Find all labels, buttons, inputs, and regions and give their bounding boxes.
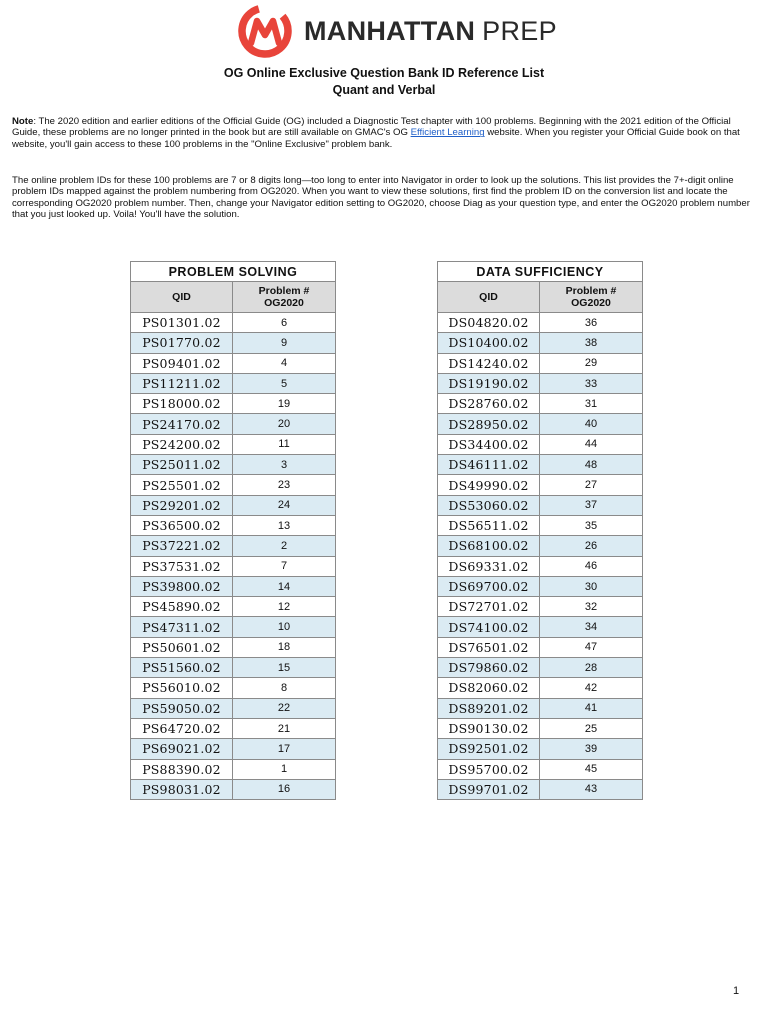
- qid-cell: PS50601.02: [131, 637, 233, 657]
- table-row: [438, 455, 643, 475]
- qid-cell: PS25011.02: [131, 455, 233, 475]
- qid-cell: PS24200.02: [131, 434, 233, 454]
- qid-cell: DS28760.02: [438, 394, 540, 414]
- problem-number-cell: 4: [233, 353, 336, 373]
- qid-cell: PS01301.02: [131, 313, 233, 333]
- qid-cell: PS25501.02: [131, 475, 233, 495]
- note-text-2: website. When you register your Official Guide book on that website, you'll gain access to these 100 problems in the "Online Exclusive" problem bank.: [12, 127, 740, 150]
- qid-cell: DS46111.02: [438, 455, 540, 475]
- problem-number-cell: 19: [233, 394, 336, 414]
- qid-cell: DS28950.02: [438, 414, 540, 434]
- qid-cell: PS59050.02: [131, 698, 233, 718]
- problem-number-header-line2: OG2020: [264, 297, 304, 309]
- table-row: [438, 658, 643, 678]
- qid-cell: DS49990.02: [438, 475, 540, 495]
- note-paragraph: [12, 116, 756, 150]
- qid-cell: DS82060.02: [438, 678, 540, 698]
- qid-cell: PS18000.02: [131, 394, 233, 414]
- table-row: [131, 576, 336, 596]
- qid-cell: DS90130.02: [438, 718, 540, 738]
- table-row: [131, 515, 336, 535]
- problem-number-cell: 14: [233, 576, 336, 596]
- problem-number-cell: 46: [540, 556, 643, 576]
- brand-name-bold: MANHATTAN: [304, 15, 476, 46]
- table-row: [131, 698, 336, 718]
- qid-cell: PS37531.02: [131, 556, 233, 576]
- problem-number-cell: 47: [540, 637, 643, 657]
- table-row: [131, 617, 336, 637]
- qid-cell: PS98031.02: [131, 779, 233, 799]
- problem-number-cell: 15: [233, 658, 336, 678]
- qid-cell: PS39800.02: [131, 576, 233, 596]
- table-row: [438, 313, 643, 333]
- table-row: [438, 779, 643, 799]
- page-number: 1: [733, 985, 740, 997]
- problem-number-cell: 13: [233, 515, 336, 535]
- efficient-learning-link[interactable]: Efficient Learning: [410, 127, 485, 139]
- problem-number-cell: 3: [233, 455, 336, 475]
- problem-number-cell: 35: [540, 515, 643, 535]
- table-row: [438, 617, 643, 637]
- data-sufficiency-rows: [438, 313, 643, 800]
- problem-number-cell: 9: [233, 333, 336, 353]
- table-row: [131, 434, 336, 454]
- problem-number-cell: 6: [233, 313, 336, 333]
- qid-cell: DS56511.02: [438, 515, 540, 535]
- problem-number-cell: 39: [540, 739, 643, 759]
- table-row: [131, 718, 336, 738]
- table-row: [438, 414, 643, 434]
- problem-number-cell: 30: [540, 576, 643, 596]
- table-row: [438, 434, 643, 454]
- table-row: [131, 779, 336, 799]
- table-row: [131, 556, 336, 576]
- problem-number-cell: 25: [540, 718, 643, 738]
- problem-number-cell: 16: [233, 779, 336, 799]
- table-row: [131, 597, 336, 617]
- problem-number-column-header: [540, 282, 643, 313]
- table-row: [131, 313, 336, 333]
- table-row: [131, 495, 336, 515]
- problem-number-cell: 11: [233, 434, 336, 454]
- qid-cell: PS36500.02: [131, 515, 233, 535]
- qid-cell: DS76501.02: [438, 637, 540, 657]
- problem-number-cell: 10: [233, 617, 336, 637]
- problem-number-cell: 34: [540, 617, 643, 637]
- qid-cell: PS51560.02: [131, 658, 233, 678]
- problem-number-cell: 42: [540, 678, 643, 698]
- table-row: [438, 333, 643, 353]
- problem-number-cell: 48: [540, 455, 643, 475]
- table-row: [438, 597, 643, 617]
- problem-number-cell: 45: [540, 759, 643, 779]
- problem-number-cell: 32: [540, 597, 643, 617]
- problem-number-cell: 26: [540, 536, 643, 556]
- qid-column-header: QID: [438, 282, 540, 313]
- problem-number-cell: 21: [233, 718, 336, 738]
- problem-number-cell: 8: [233, 678, 336, 698]
- table-row: [438, 739, 643, 759]
- qid-cell: PS47311.02: [131, 617, 233, 637]
- table-row: [131, 739, 336, 759]
- data-sufficiency-heading: DATA SUFFICIENCY: [438, 262, 643, 282]
- qid-cell: DS74100.02: [438, 617, 540, 637]
- qid-cell: PS11211.02: [131, 373, 233, 393]
- instructions-paragraph: The online problem IDs for these 100 problems are 7 or 8 digits long—too long to enter into Navigator in order to look up the solutions. This list provides the 7+-digit online problem IDs mapped against the problem numbering from OG2020. When you want to view these solutions, first find the problem ID on the conversion list and locate the corresponding OG2020 problem number. Then, change your Navigator edition setting to OG2020, choose Diag as your question type, and enter the OG2020 problem number that you just looked up. Voila! You'll have the solution.: [12, 175, 750, 221]
- table-row: [438, 556, 643, 576]
- table-row: [131, 678, 336, 698]
- problem-number-cell: 43: [540, 779, 643, 799]
- table-row: [438, 759, 643, 779]
- problem-number-header-line1: Problem #: [258, 285, 310, 297]
- table-row: [438, 576, 643, 596]
- problem-number-cell: 29: [540, 353, 643, 373]
- problem-solving-heading: PROBLEM SOLVING: [131, 262, 336, 282]
- table-row: [438, 678, 643, 698]
- problem-number-cell: 20: [233, 414, 336, 434]
- table-row: [131, 536, 336, 556]
- qid-cell: DS92501.02: [438, 739, 540, 759]
- table-row: [131, 333, 336, 353]
- problem-number-cell: 18: [233, 637, 336, 657]
- table-row: [131, 373, 336, 393]
- document-title: OG Online Exclusive Question Bank ID Reference List: [223, 66, 545, 80]
- table-row: [438, 353, 643, 373]
- problem-number-cell: 31: [540, 394, 643, 414]
- problem-number-cell: 41: [540, 698, 643, 718]
- problem-number-cell: 38: [540, 333, 643, 353]
- table-row: [131, 455, 336, 475]
- qid-cell: PS69021.02: [131, 739, 233, 759]
- problem-number-cell: 28: [540, 658, 643, 678]
- qid-cell: DS04820.02: [438, 313, 540, 333]
- qid-cell: PS88390.02: [131, 759, 233, 779]
- problem-number-cell: 36: [540, 313, 643, 333]
- qid-cell: DS72701.02: [438, 597, 540, 617]
- table-row: [131, 394, 336, 414]
- qid-cell: PS45890.02: [131, 597, 233, 617]
- problem-number-header-line2: OG2020: [571, 297, 611, 309]
- qid-cell: PS09401.02: [131, 353, 233, 373]
- problem-number-cell: 12: [233, 597, 336, 617]
- problem-solving-table: [130, 261, 336, 800]
- qid-cell: PS29201.02: [131, 495, 233, 515]
- table-row: [438, 495, 643, 515]
- table-row: [438, 718, 643, 738]
- table-row: [131, 353, 336, 373]
- qid-cell: DS69331.02: [438, 556, 540, 576]
- qid-cell: PS01770.02: [131, 333, 233, 353]
- manhattan-prep-logo-icon: [238, 4, 292, 58]
- problem-number-cell: 17: [233, 739, 336, 759]
- problem-number-cell: 24: [233, 495, 336, 515]
- problem-number-cell: 7: [233, 556, 336, 576]
- table-row: [131, 414, 336, 434]
- qid-cell: DS14240.02: [438, 353, 540, 373]
- note-text-1: : The 2020 edition and earlier editions of the Official Guide (OG) included a Diagnostic Test chapter with 100 problems. Beginning with the 2021 edition of the Official Guide, these problems are no longer printed in the book but are still available on GMAC's OG: [12, 116, 731, 139]
- problem-number-header-line1: Problem #: [565, 285, 617, 297]
- qid-cell: DS89201.02: [438, 698, 540, 718]
- problem-number-cell: 40: [540, 414, 643, 434]
- table-row: [438, 536, 643, 556]
- table-row: [438, 373, 643, 393]
- problem-number-cell: 5: [233, 373, 336, 393]
- qid-cell: DS99701.02: [438, 779, 540, 799]
- problem-number-cell: 22: [233, 698, 336, 718]
- qid-column-header: QID: [131, 282, 233, 313]
- table-row: [131, 759, 336, 779]
- problem-number-cell: 27: [540, 475, 643, 495]
- problem-number-cell: 2: [233, 536, 336, 556]
- qid-cell: DS19190.02: [438, 373, 540, 393]
- qid-cell: PS56010.02: [131, 678, 233, 698]
- qid-cell: DS10400.02: [438, 333, 540, 353]
- qid-cell: PS64720.02: [131, 718, 233, 738]
- problem-number-cell: 1: [233, 759, 336, 779]
- problem-number-cell: 33: [540, 373, 643, 393]
- table-row: [438, 515, 643, 535]
- problem-solving-rows: [131, 313, 336, 800]
- problem-number-cell: 37: [540, 495, 643, 515]
- qid-cell: PS37221.02: [131, 536, 233, 556]
- document-subtitle: Quant and Verbal: [332, 83, 436, 97]
- table-row: [438, 394, 643, 414]
- qid-cell: DS69700.02: [438, 576, 540, 596]
- brand-name-light: PREP: [482, 15, 557, 46]
- qid-cell: DS68100.02: [438, 536, 540, 556]
- table-row: [438, 637, 643, 657]
- data-sufficiency-table: [437, 261, 643, 800]
- manhattan-prep-logo: [238, 3, 557, 59]
- qid-cell: DS79860.02: [438, 658, 540, 678]
- table-row: [131, 658, 336, 678]
- qid-cell: DS53060.02: [438, 495, 540, 515]
- brand-name: [304, 16, 557, 47]
- table-row: [131, 637, 336, 657]
- table-row: [438, 475, 643, 495]
- problem-number-cell: 44: [540, 434, 643, 454]
- table-row: [438, 698, 643, 718]
- qid-cell: DS34400.02: [438, 434, 540, 454]
- problem-number-column-header: [233, 282, 336, 313]
- qid-cell: PS24170.02: [131, 414, 233, 434]
- qid-cell: DS95700.02: [438, 759, 540, 779]
- note-label: Note: [12, 116, 34, 127]
- problem-number-cell: 23: [233, 475, 336, 495]
- table-row: [131, 475, 336, 495]
